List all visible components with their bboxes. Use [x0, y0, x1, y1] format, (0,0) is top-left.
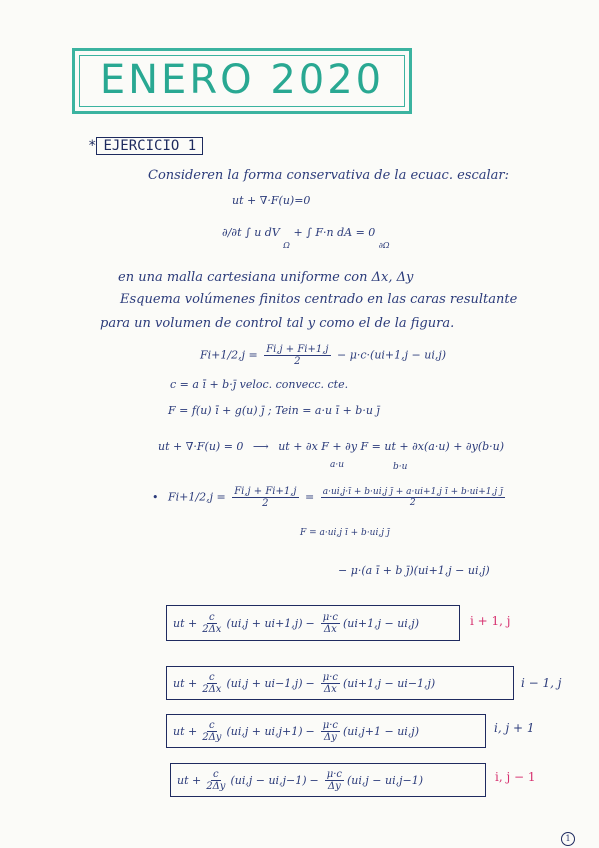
- result-1-diss-num: μ·c: [322, 611, 338, 623]
- result-4-diss-den: Δy: [327, 780, 341, 792]
- bullet-equals: =: [305, 490, 315, 504]
- result-3-coef: [200, 720, 223, 743]
- result-2-diss: [321, 672, 340, 695]
- flux-vector-definition: F = f(u) ī + g(u) j̄ ; Tein = a·u ī + b·u j̄: [168, 404, 380, 417]
- result-4-tag: i, j − 1: [495, 770, 536, 784]
- derivation-under-1: a·u: [330, 460, 345, 470]
- result-2-diss-den: Δx: [323, 683, 337, 695]
- result-3-coef-den: 2Δy: [202, 731, 222, 743]
- result-3-tag: i, j + 1: [494, 721, 535, 735]
- result-2-coef-den: 2Δx: [202, 683, 222, 695]
- arrow-icon: ⟶: [252, 440, 269, 453]
- result-3-ut: ut +: [173, 724, 198, 738]
- derivation-line: [158, 440, 504, 453]
- result-2-coef: [200, 672, 223, 695]
- result-1-diss-den: Δx: [323, 623, 337, 635]
- page-number: 1: [561, 832, 575, 846]
- result-4-coef-num: c: [213, 768, 219, 780]
- exercise-heading: [88, 138, 203, 154]
- bullet-fraction-1-den: 2: [262, 498, 269, 509]
- velocity-definition: c = a ī + b·j̄ veloc. convecc. cte.: [170, 378, 349, 391]
- intro-line-2: en una malla cartesiana uniforme con Δx, Δy: [118, 270, 414, 285]
- integral-domain: Ω: [283, 241, 290, 250]
- flux-fraction: [264, 344, 330, 367]
- result-4-diss: [325, 769, 344, 792]
- bullet-note: F = a·ui,j ī + b·ui,j j̄: [300, 528, 390, 538]
- integral-right: + ∫ F·n dA = 0: [293, 226, 376, 239]
- result-1-sum: (ui,j + ui+1,j): [226, 616, 303, 630]
- integral-left: ∂/∂t ∫ u dV: [222, 226, 280, 239]
- result-2-ut: ut +: [173, 676, 198, 690]
- flux-definition: [200, 344, 446, 367]
- result-1-diff: (ui+1,j − ui,j): [342, 616, 420, 630]
- derivation-mid: ut + ∂x F + ∂y F = ut + ∂x(a·u) + ∂y(b·u): [278, 440, 505, 453]
- result-box-1: ut + $\frac{c}{2\Delta x}$ (ui,j + ui+1,j) − $\frac{\mu\cdot c}{\Delta x}$ (ui+1,j − ui,j): [166, 605, 460, 641]
- result-1-tag: i + 1, j: [470, 614, 511, 628]
- equation-conservative: ut + ∇·F(u)=0: [232, 194, 311, 207]
- result-3-sum: (ui,j + ui,j+1): [226, 724, 303, 738]
- result-1-coef-den: 2Δx: [202, 623, 222, 635]
- result-4-sum: (ui,j − ui,j−1): [230, 773, 307, 787]
- bullet-left: Fi+1/2,j =: [168, 490, 226, 504]
- bullet-fraction-1-num: Fi,j + Fi+1,j: [234, 486, 297, 497]
- flux-fraction-num: Fi,j + Fi+1,j: [266, 344, 329, 355]
- bullet-fraction-2: [321, 487, 505, 508]
- result-4-ut: ut +: [177, 773, 202, 787]
- result-4-coef-den: 2Δy: [206, 780, 226, 792]
- bullet-fraction-1: [232, 486, 298, 509]
- derivation-under-2: b·u: [393, 462, 408, 472]
- result-3-diss-num: μ·c: [322, 719, 338, 731]
- page-title: ENERO 2020: [99, 57, 385, 103]
- result-4-coef: [204, 769, 227, 792]
- flux-left: Fi+1/2,j =: [200, 348, 258, 362]
- intro-line-1: Consideren la forma conservativa de la ecuac. escalar:: [148, 168, 509, 183]
- result-1-coef-num: c: [209, 611, 215, 623]
- intro-line-4: para un volumen de control tal y como el de la figura.: [100, 316, 455, 331]
- bullet-flux-line: [152, 486, 508, 509]
- result-3-diss-den: Δy: [323, 731, 337, 743]
- result-1-coef: [200, 612, 223, 635]
- result-2-diss-num: μ·c: [322, 671, 338, 683]
- result-3-diff: (ui,j+1 − ui,j): [342, 724, 420, 738]
- derivation-left: ut + ∇·F(u) = 0: [158, 440, 244, 453]
- intro-line-3: Esquema volúmenes finitos centrado en las caras resultante: [120, 292, 518, 307]
- result-box-2: ut + $\frac{c}{2\Delta x}$ (ui,j + ui−1,j) − $\frac{\mu\cdot c}{\Delta x}$ (ui+1,j − ui−1,j): [166, 666, 514, 700]
- result-box-4: ut + $\frac{c}{2\Delta y}$ (ui,j − ui,j−1) − $\frac{\mu\cdot c}{\Delta y}$ (ui,j − ui,j−1): [170, 763, 486, 797]
- result-1-ut: ut +: [173, 616, 198, 630]
- result-box-3: ut + $\frac{c}{2\Delta y}$ (ui,j + ui,j+1) − $\frac{\mu\cdot c}{\Delta y}$ (ui,j+1 − ui,j): [166, 714, 486, 748]
- result-2-coef-num: c: [209, 671, 215, 683]
- result-3-diss: [321, 720, 340, 743]
- result-1-diss: [321, 612, 340, 635]
- result-4-diff: (ui,j − ui,j−1): [346, 773, 424, 787]
- bullet-icon: •: [152, 490, 159, 504]
- result-2-diff: (ui+1,j − ui−1,j): [342, 676, 436, 690]
- result-2-tag: i − 1, j: [521, 676, 562, 690]
- exercise-label: EJERCICIO 1: [96, 137, 203, 155]
- result-3-coef-num: c: [209, 719, 215, 731]
- integral-boundary: ∂Ω: [378, 241, 390, 250]
- result-2-sum: (ui,j + ui−1,j): [226, 676, 303, 690]
- equation-integral: [222, 226, 390, 250]
- exercise-marker: *: [88, 138, 97, 154]
- bullet-fraction-2-num: a·ui,j·ī + b·ui,j j̄ + a·ui+1,j ī + b·ui+1,j j̄: [322, 487, 503, 497]
- flux-fraction-den: 2: [294, 356, 301, 367]
- title-box: [72, 48, 412, 114]
- flux-right: − μ·c·(ui+1,j − ui,j): [337, 348, 447, 362]
- result-4-diss-num: μ·c: [326, 768, 342, 780]
- bullet-continuation: − μ·(a ī + b j̄)(ui+1,j − ui,j): [338, 564, 490, 577]
- bullet-fraction-2-den: 2: [409, 498, 416, 508]
